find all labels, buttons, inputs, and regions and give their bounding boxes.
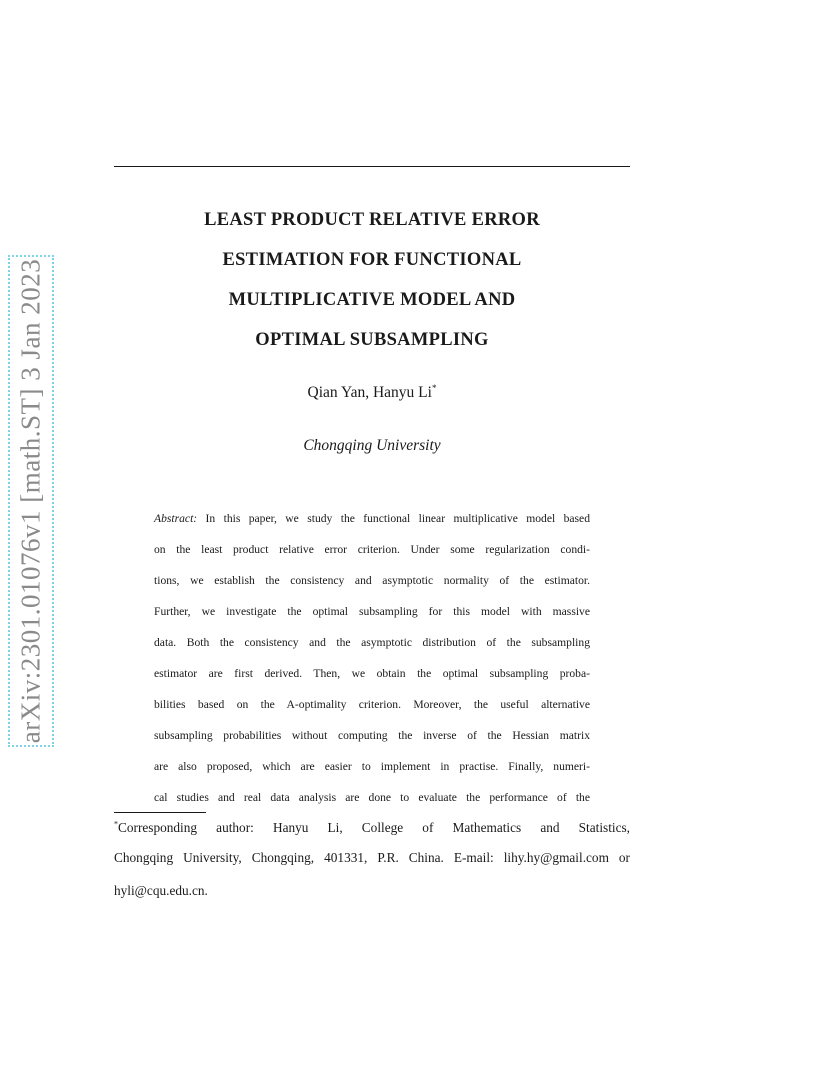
abstract-line: bilities based on the A-optimality criterion. Moreover, the useful alternative (154, 698, 590, 711)
abstract-line: estimator are first derived. Then, we obtain the optimal subsampling proba- (154, 667, 590, 680)
footnote (114, 812, 630, 911)
author-names: Qian Yan, Hanyu Li (307, 384, 432, 402)
abstract-line-text: In this paper, we study the functional linear multiplicative model based (205, 512, 590, 525)
footnote-mark: * (114, 820, 118, 829)
arxiv-stamp-text: arXiv:2301.01076v1 [math.ST] 3 Jan 2023 (15, 258, 46, 744)
footnote-line (114, 812, 630, 845)
abstract-line: are also proposed, which are easier to implement in practise. Finally, numeri- (154, 760, 590, 773)
affiliation: Chongqing University (303, 437, 441, 454)
title-line: OPTIMAL SUBSAMPLING (255, 330, 489, 350)
author-footnote-mark: * (431, 383, 437, 393)
title-line: ESTIMATION FOR FUNCTIONAL (222, 250, 522, 270)
top-rule (114, 166, 630, 167)
abstract-line: subsampling probabilities without computing the inverse of the Hessian matrix (154, 729, 590, 742)
abstract-label: Abstract: (154, 512, 198, 525)
paper-title (114, 200, 630, 360)
title-line: MULTIPLICATIVE MODEL AND (228, 290, 516, 310)
footnote-line: Chongqing University, Chongqing, 401331, P.R. China. E-mail: lihy.hy@gmail.com or (114, 850, 630, 865)
abstract (154, 508, 590, 818)
abstract-line: tions, we establish the consistency and asymptotic normality of the estimator. (154, 574, 590, 587)
arxiv-stamp (8, 255, 54, 747)
footnote-line-text: Corresponding author: Hanyu Li, College of Mathematics and Statistics, (118, 820, 630, 836)
abstract-line: on the least product relative error criterion. Under some regularization condi- (154, 543, 590, 556)
authors (114, 383, 630, 402)
abstract-line: cal studies and real data analysis are done to evaluate the performance of the (154, 791, 590, 804)
footnote-line: hyli@cqu.edu.cn. (114, 883, 208, 898)
abstract-line: Further, we investigate the optimal subsampling for this model with massive (154, 605, 590, 618)
title-line: LEAST PRODUCT RELATIVE ERROR (204, 210, 540, 230)
abstract-line (154, 508, 590, 539)
abstract-line: data. Both the consistency and the asymptotic distribution of the subsampling (154, 636, 590, 649)
